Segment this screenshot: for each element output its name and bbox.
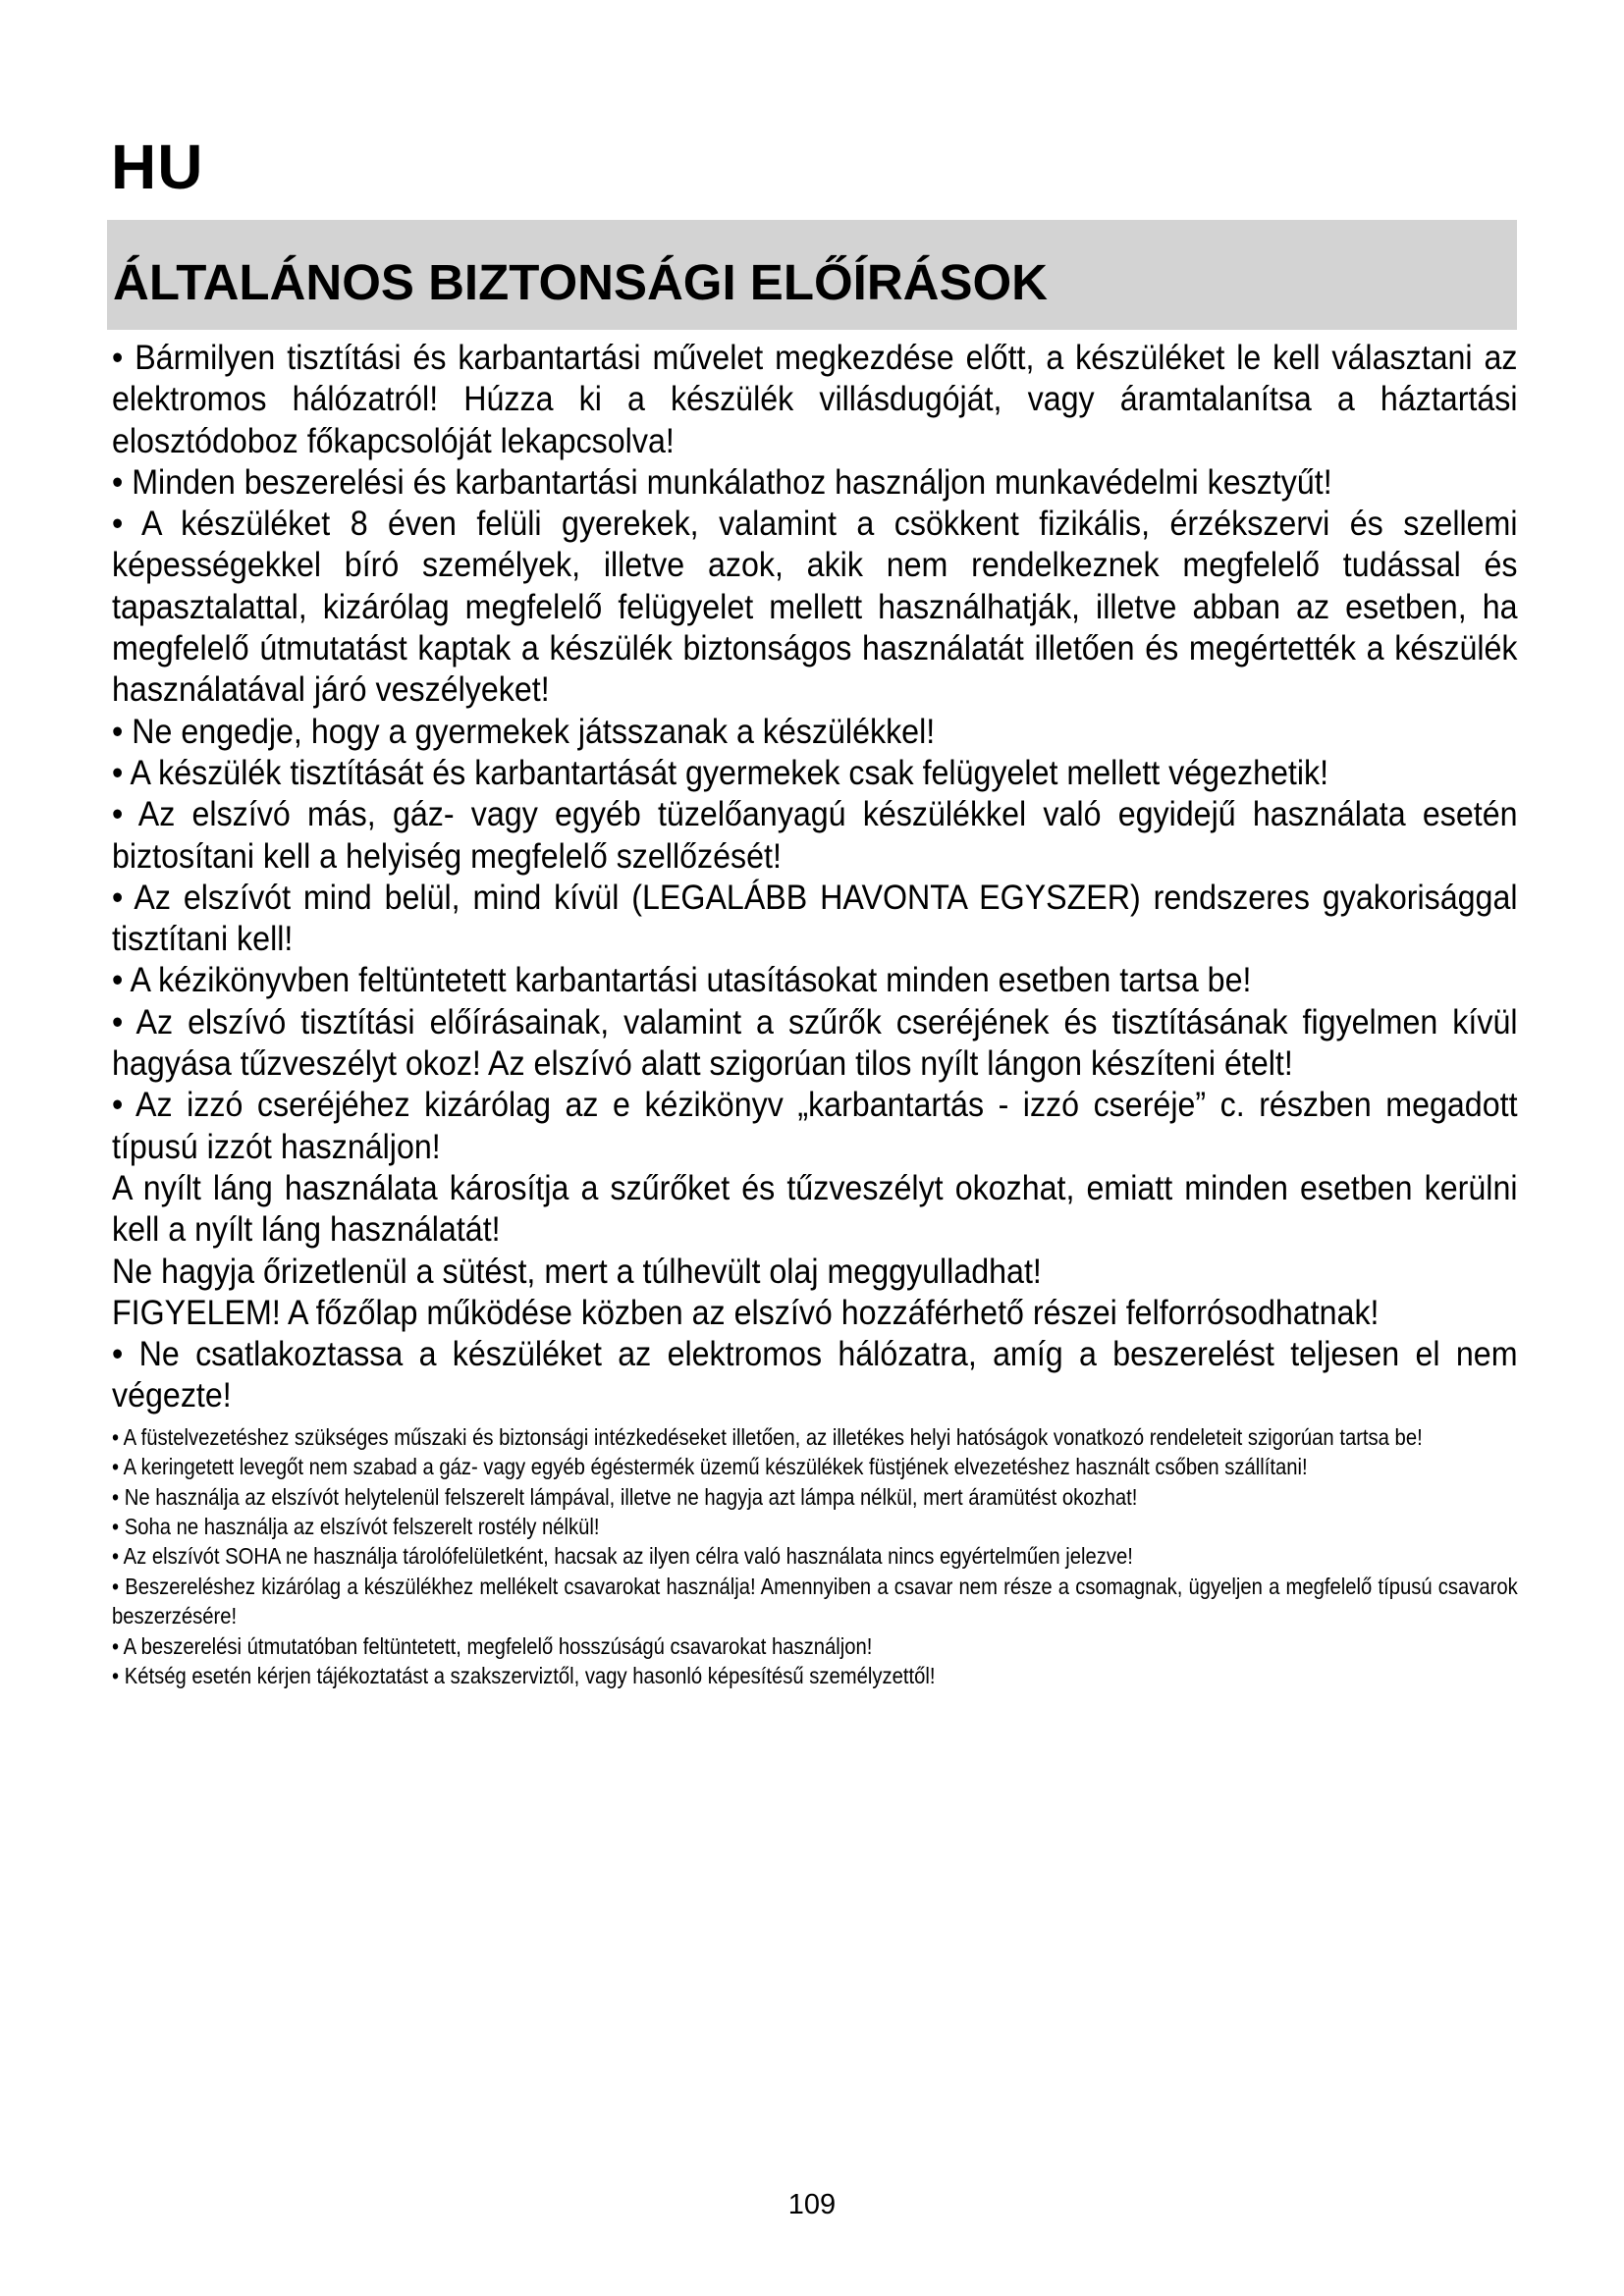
small-paragraph: • A keringetett levegőt nem szabad a gáz- vagy egyéb égéstermék üzemű készülékek füstjének elvezetéshez használt csőben szállítani! bbox=[112, 1454, 1308, 1480]
small-paragraph: • Beszereléshez kizárólag a készülékhez mellékelt csavarokat használja! Amennyiben a csavar nem része a csomagnak, ügyeljen a megfelelő típusú csavarok beszerzésére! bbox=[112, 1573, 1518, 1629]
small-paragraph: • Ne használja az elszívót helytelenül felszerelt lámpával, illetve ne hagyja azt lámpa nélkül, mert áramütést okozhat! bbox=[112, 1483, 1138, 1510]
small-paragraph: • Soha ne használja az elszívót felszerelt rostély nélkül! bbox=[112, 1513, 600, 1539]
paragraph: • Minden beszerelési és karbantartási munkálathoz használjon munkavédelmi kesztyűt! bbox=[112, 462, 1332, 502]
paragraph: FIGYELEM! A főzőlap működése közben az elszívó hozzáférhető részei felforrósodhatnak! bbox=[112, 1293, 1380, 1332]
small-paragraph: • Kétség esetén kérjen tájékoztatást a szakszerviztől, vagy hasonló képesítésű személyzettől! bbox=[112, 1662, 936, 1688]
small-paragraph: • A beszerelési útmutatóban feltüntetett, megfelelő hosszúságú csavarokat használjon! bbox=[112, 1632, 873, 1659]
small-paragraph: • Az elszívót SOHA ne használja tárolófelületként, hacsak az ilyen célra való használata nincs egyértelműen jelezve! bbox=[112, 1543, 1133, 1570]
language-code: HU bbox=[111, 132, 204, 202]
paragraph: • Az elszívó más, gáz- vagy egyéb tüzelőanyagú készülékkel való egyidejű használata esetén biztosítani kell a helyiség megfelelő szellőzését! bbox=[112, 795, 1518, 876]
small-paragraph: • A füstelvezetéshez szükséges műszaki és biztonsági intézkedéseket illetően, az illetékes helyi hatóságok vonatkozó rendeleteit szigorúan tartsa be! bbox=[112, 1423, 1423, 1450]
paragraph: • Az elszívót mind belül, mind kívül (LEGALÁBB HAVONTA EGYSZER) rendszeres gyakorisággal tisztítani kell! bbox=[112, 878, 1518, 959]
page-number: 109 bbox=[787, 2189, 837, 2220]
paragraph: • A készülék tisztítását és karbantartását gyermekek csak felügyelet mellett végezhetik! bbox=[112, 753, 1329, 792]
main-instructions bbox=[112, 338, 1518, 1417]
paragraph: • Az izzó cseréjéhez kizárólag az e kézikönyv „karbantartás - izzó cseréje” c. részben megadott típusú izzót használjon! bbox=[112, 1086, 1518, 1166]
paragraph: Ne hagyja őrizetlenül a sütést, mert a túlhevült olaj meggyulladhat! bbox=[112, 1252, 1042, 1291]
paragraph: • Ne engedje, hogy a gyermekek játsszanak a készülékkel! bbox=[112, 712, 936, 751]
installation-notes bbox=[112, 1422, 1518, 1691]
paragraph: • Az elszívó tisztítási előírásainak, valamint a szűrők cseréjének és tisztításának figyelmen kívül hagyása tűzveszélyt okoz! Az elszívó alatt szigorúan tilos nyílt lángon készíteni ételt! bbox=[112, 1002, 1518, 1084]
safety-instructions bbox=[112, 338, 1518, 1690]
section-title: ÁLTALÁNOS BIZTONSÁGI ELŐÍRÁSOK bbox=[113, 254, 1048, 310]
paragraph: • Ne csatlakoztassa a készüléket az elektromos hálózatra, amíg a beszerelést teljesen el nem végezte! bbox=[112, 1335, 1518, 1415]
paragraph: • A kézikönyvben feltüntetett karbantartási utasításokat minden esetben tartsa be! bbox=[112, 961, 1252, 1000]
paragraph: • Bármilyen tisztítási és karbantartási művelet megkezdése előtt, a készüléket le kell választani az elektromos hálózatról! Húzza ki a készülék villásdugóját, vagy áramtalanítsa a háztartási elosztódoboz főkapcsolóját lekapcsolva! bbox=[112, 339, 1518, 460]
paragraph: A nyílt láng használata károsítja a szűrőket és tűzveszélyt okozhat, emiatt minden esetben kerülni kell a nyílt láng használatát! bbox=[112, 1168, 1518, 1250]
paragraph: • A készüléket 8 éven felüli gyerekek, valamint a csökkent fizikális, érzékszervi és szellemi képességekkel bíró személyek, illetve azok, akik nem rendelkeznek megfelelő tudással és tapasztalattal, kizárólag megfelelő felügyelet mellett használhatják, illetve abban az esetben, ha megfelelő útmutatást kaptak a készülék biztonságos használatát illetően és megértették a készülék használatával járó veszélyeket! bbox=[112, 505, 1518, 710]
